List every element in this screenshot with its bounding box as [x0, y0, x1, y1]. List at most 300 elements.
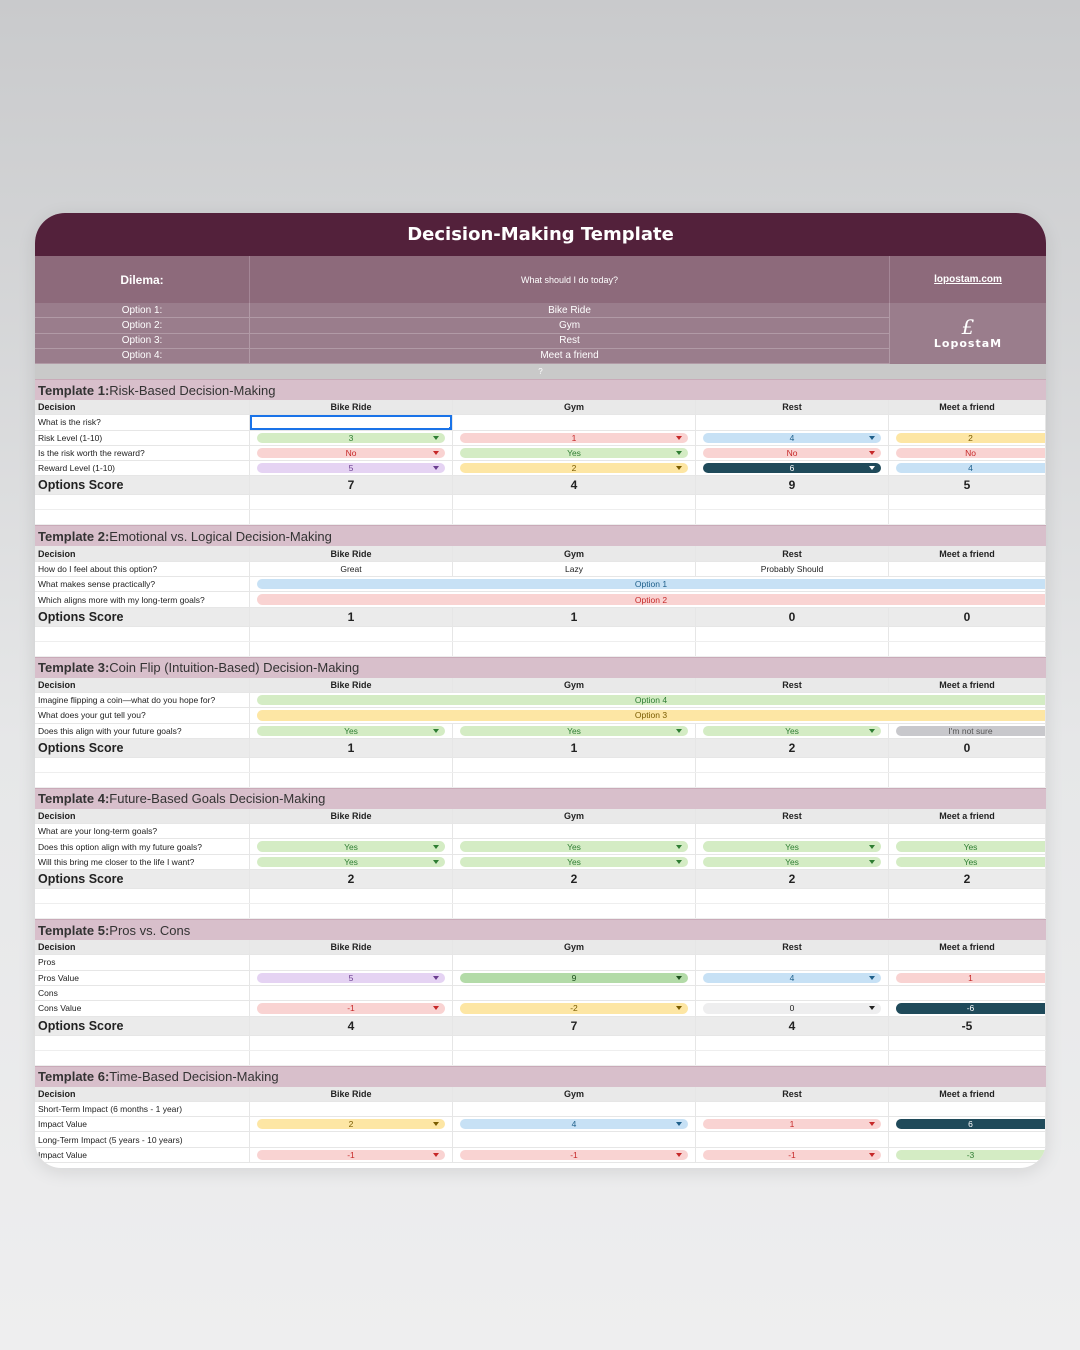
template-2-column-headers: [35, 546, 1046, 561]
row-label: What is the risk?: [35, 415, 250, 429]
blank-cell[interactable]: [35, 773, 250, 787]
blank-cell[interactable]: [250, 495, 453, 509]
chevron-down-icon[interactable]: [676, 1153, 682, 1157]
template-6-title-text: Time-Based Decision-Making: [109, 1069, 279, 1085]
cell-rest[interactable]: [696, 446, 889, 460]
blank-cell[interactable]: [250, 510, 453, 524]
table-row: [35, 562, 1046, 577]
cell-bike-ride[interactable]: [250, 431, 453, 445]
column-header: Gym: [453, 546, 696, 560]
dropdown-chip[interactable]: [257, 448, 445, 458]
score-rest: 9: [696, 476, 889, 494]
option-values: [250, 303, 890, 364]
template-2-options-score: [35, 608, 1046, 627]
blank-cell[interactable]: [696, 642, 889, 656]
website-link[interactable]: lopostam.com: [934, 274, 1002, 285]
chevron-down-icon[interactable]: [869, 1006, 875, 1010]
score-meet-a-friend: 2: [889, 870, 1046, 888]
cell-rest[interactable]: [696, 824, 889, 838]
dropdown-chip[interactable]: [896, 463, 1045, 473]
chevron-down-icon[interactable]: [676, 860, 682, 864]
blank-cell[interactable]: [453, 1036, 696, 1050]
dropdown-chip-value: Yes: [567, 841, 581, 852]
cell-meet-a-friend[interactable]: [889, 562, 1046, 576]
template-2-title-bold: Template 2:: [38, 528, 110, 544]
blank-cell[interactable]: [250, 773, 453, 787]
cell-gym[interactable]: [453, 562, 696, 576]
dropdown-chip[interactable]: [703, 973, 881, 983]
cell-meet-a-friend[interactable]: [889, 1102, 1046, 1116]
cell-bike-ride[interactable]: [250, 415, 453, 429]
cell-rest[interactable]: [696, 955, 889, 969]
cell-meet-a-friend[interactable]: [889, 839, 1046, 853]
dropdown-chip[interactable]: [703, 1150, 881, 1160]
cell-meet-a-friend[interactable]: [889, 1117, 1046, 1131]
separator-strip: ?: [35, 364, 1046, 379]
cell-rest[interactable]: [696, 1148, 889, 1162]
blank-cell[interactable]: [453, 758, 696, 772]
chevron-down-icon[interactable]: [869, 451, 875, 455]
blank-cell[interactable]: [889, 642, 1046, 656]
blank-cell[interactable]: [696, 889, 889, 903]
blank-cell[interactable]: [696, 773, 889, 787]
dropdown-chip[interactable]: [896, 448, 1045, 458]
blank-cell[interactable]: [453, 627, 696, 641]
blank-cell[interactable]: [35, 758, 250, 772]
chevron-down-icon[interactable]: [869, 976, 875, 980]
table-row: [35, 446, 1046, 461]
cell-gym[interactable]: [453, 431, 696, 445]
dropdown-chip[interactable]: [703, 1003, 881, 1013]
cell-bike-ride[interactable]: [250, 986, 453, 1000]
dropdown-chip[interactable]: [896, 841, 1045, 851]
option-labels: [35, 303, 250, 364]
merged-cell[interactable]: [250, 577, 1046, 591]
dropdown-chip[interactable]: [703, 448, 881, 458]
template-1-title: [35, 379, 1046, 400]
chevron-down-icon[interactable]: [869, 729, 875, 733]
blank-row: [35, 642, 1046, 657]
chevron-down-icon[interactable]: [869, 860, 875, 864]
row-label: Risk Level (1-10): [35, 431, 250, 445]
blank-cell[interactable]: [453, 889, 696, 903]
blank-cell[interactable]: [35, 889, 250, 903]
template-3-section: [35, 657, 1046, 788]
cell-meet-a-friend[interactable]: [889, 415, 1046, 429]
blank-cell[interactable]: [250, 889, 453, 903]
dropdown-chip-value: 2: [571, 463, 577, 474]
template-5-title-bold: Template 5:: [38, 922, 110, 938]
blank-cell[interactable]: [453, 642, 696, 656]
cell-meet-a-friend[interactable]: [889, 1001, 1046, 1015]
logo-icon: £: [961, 315, 975, 339]
blank-row: [35, 1051, 1046, 1066]
merged-value-chip[interactable]: [257, 579, 1045, 589]
dropdown-chip[interactable]: [460, 857, 688, 867]
dropdown-chip[interactable]: [257, 1119, 445, 1129]
column-header: Rest: [696, 809, 889, 823]
cell-rest[interactable]: [696, 839, 889, 853]
cell-bike-ride[interactable]: [250, 446, 453, 460]
column-header: Meet a friend: [889, 678, 1046, 692]
score-bike-ride: 1: [250, 739, 453, 757]
dropdown-chip[interactable]: [460, 973, 688, 983]
blank-cell[interactable]: [889, 889, 1046, 903]
cell-bike-ride[interactable]: [250, 724, 453, 738]
row-label: Imagine flipping a coin—what do you hope for?: [35, 693, 250, 707]
option-4-label: Option 4:: [35, 349, 250, 364]
dropdown-chip[interactable]: [257, 973, 445, 983]
chevron-down-icon[interactable]: [433, 976, 439, 980]
cell-gym[interactable]: [453, 839, 696, 853]
merged-value-chip[interactable]: [257, 695, 1045, 705]
cell-gym[interactable]: [453, 855, 696, 869]
blank-cell[interactable]: [250, 904, 453, 918]
column-header: Decision: [35, 940, 250, 954]
dropdown-chip-value: 9: [571, 972, 577, 983]
cell-gym[interactable]: [453, 986, 696, 1000]
dropdown-chip-value: 6: [968, 1119, 973, 1130]
chevron-down-icon[interactable]: [676, 436, 682, 440]
dropdown-chip-value: I'm not sure: [948, 725, 993, 736]
chevron-down-icon[interactable]: [433, 466, 439, 470]
blank-cell[interactable]: [696, 904, 889, 918]
dropdown-chip[interactable]: [257, 857, 445, 867]
cell-rest[interactable]: [696, 562, 889, 576]
cell-meet-a-friend[interactable]: [889, 724, 1046, 738]
dropdown-chip-value: -1: [570, 1149, 578, 1160]
cell-rest[interactable]: [696, 1132, 889, 1146]
chevron-down-icon[interactable]: [433, 845, 439, 849]
cell-rest[interactable]: [696, 971, 889, 985]
cell-meet-a-friend[interactable]: [889, 461, 1046, 475]
template-6-title: [35, 1066, 1046, 1087]
template-2-title: [35, 525, 1046, 546]
chevron-down-icon[interactable]: [433, 1006, 439, 1010]
dropdown-chip[interactable]: [896, 973, 1045, 983]
blank-cell[interactable]: [35, 904, 250, 918]
template-5-options-score: [35, 1017, 1046, 1036]
chevron-down-icon[interactable]: [433, 729, 439, 733]
blank-cell[interactable]: [889, 1036, 1046, 1050]
cell-meet-a-friend[interactable]: [889, 1148, 1046, 1162]
cell-meet-a-friend[interactable]: [889, 855, 1046, 869]
template-4-title-bold: Template 4:: [38, 791, 110, 807]
cell-bike-ride[interactable]: [250, 839, 453, 853]
score-label: Options Score: [35, 739, 250, 757]
merged-value-chip-value: Option 4: [634, 695, 668, 706]
cell-gym[interactable]: [453, 1117, 696, 1131]
blank-cell[interactable]: [35, 627, 250, 641]
dropdown-chip[interactable]: [257, 1003, 445, 1013]
cell-meet-a-friend[interactable]: [889, 986, 1046, 1000]
dropdown-chip-value: Yes: [963, 856, 978, 867]
cell-gym[interactable]: [453, 955, 696, 969]
cell-gym[interactable]: [453, 724, 696, 738]
cell-bike-ride[interactable]: [250, 855, 453, 869]
cell-gym[interactable]: [453, 1001, 696, 1015]
page-title: Decision-Making Template: [35, 213, 1046, 256]
option-3-value[interactable]: Rest: [250, 334, 890, 349]
cell-rest[interactable]: [696, 1102, 889, 1116]
dropdown-chip[interactable]: [460, 841, 688, 851]
template-1-column-headers: [35, 400, 1046, 415]
dropdown-chip[interactable]: [257, 841, 445, 851]
column-header: Rest: [696, 400, 889, 414]
blank-cell[interactable]: [889, 758, 1046, 772]
chevron-down-icon[interactable]: [869, 1122, 875, 1126]
merged-cell[interactable]: [250, 693, 1046, 707]
dropdown-chip[interactable]: [703, 857, 881, 867]
score-rest: 0: [696, 608, 889, 626]
dropdown-chip-value: Yes: [963, 841, 978, 852]
column-header: Decision: [35, 678, 250, 692]
chevron-down-icon[interactable]: [433, 860, 439, 864]
dropdown-chip[interactable]: [257, 433, 445, 443]
dropdown-chip[interactable]: [896, 1003, 1045, 1013]
score-gym: 7: [453, 1017, 696, 1035]
blank-cell[interactable]: [889, 1051, 1046, 1065]
cell-gym[interactable]: [453, 415, 696, 429]
column-header: Decision: [35, 809, 250, 823]
dropdown-chip[interactable]: [896, 1119, 1045, 1129]
blank-cell[interactable]: [250, 627, 453, 641]
spreadsheet-card: [35, 213, 1046, 1168]
cell-bike-ride[interactable]: [250, 1148, 453, 1162]
option-4-value[interactable]: Meet a friend: [250, 349, 890, 364]
blank-cell[interactable]: [250, 1051, 453, 1065]
blank-cell[interactable]: [453, 1051, 696, 1065]
dropdown-chip[interactable]: [896, 1150, 1045, 1160]
blank-cell[interactable]: [889, 495, 1046, 509]
column-header: Meet a friend: [889, 809, 1046, 823]
dropdown-chip[interactable]: [257, 463, 445, 473]
score-label: Options Score: [35, 870, 250, 888]
blank-cell[interactable]: [453, 495, 696, 509]
dilemma-label: Dilema:: [35, 256, 250, 303]
blank-cell[interactable]: [250, 1036, 453, 1050]
dilemma-question[interactable]: What should I do today?: [250, 256, 890, 303]
option-2-value[interactable]: Gym: [250, 318, 890, 333]
table-row: [35, 461, 1046, 476]
merged-value-chip[interactable]: [257, 710, 1045, 720]
score-meet-a-friend: 0: [889, 739, 1046, 757]
blank-cell[interactable]: [250, 758, 453, 772]
dropdown-chip-value: Yes: [344, 725, 358, 736]
blank-cell[interactable]: [35, 510, 250, 524]
dropdown-chip[interactable]: [703, 841, 881, 851]
dropdown-chip[interactable]: [703, 463, 881, 473]
score-rest: 2: [696, 870, 889, 888]
blank-cell[interactable]: [696, 758, 889, 772]
cell-bike-ride[interactable]: [250, 971, 453, 985]
option-2-label: Option 2:: [35, 318, 250, 333]
template-4-title-text: Future-Based Goals Decision-Making: [109, 791, 326, 807]
dropdown-chip[interactable]: [257, 1150, 445, 1160]
cell-gym[interactable]: [453, 824, 696, 838]
column-header: Decision: [35, 1087, 250, 1101]
merged-value-chip[interactable]: [257, 594, 1045, 604]
cell-bike-ride[interactable]: [250, 1001, 453, 1015]
chevron-down-icon[interactable]: [676, 729, 682, 733]
template-1-title-text: Risk-Based Decision-Making: [109, 382, 276, 398]
chevron-down-icon[interactable]: [676, 976, 682, 980]
dropdown-chip-value: -1: [788, 1149, 796, 1160]
dropdown-chip-value: No: [345, 448, 357, 459]
dropdown-chip[interactable]: [703, 1119, 881, 1129]
template-5-column-headers: [35, 940, 1046, 955]
column-header: Bike Ride: [250, 1087, 453, 1101]
score-meet-a-friend: 5: [889, 476, 1046, 494]
chevron-down-icon[interactable]: [869, 436, 875, 440]
dropdown-chip[interactable]: [460, 1150, 688, 1160]
chevron-down-icon[interactable]: [433, 1153, 439, 1157]
blank-cell[interactable]: [250, 642, 453, 656]
cell-rest[interactable]: [696, 1001, 889, 1015]
blank-row: [35, 904, 1046, 919]
table-row: [35, 824, 1046, 839]
dropdown-chip[interactable]: [460, 433, 688, 443]
cell-bike-ride[interactable]: [250, 1102, 453, 1116]
chevron-down-icon[interactable]: [676, 451, 682, 455]
dropdown-chip[interactable]: [460, 726, 688, 736]
column-header: Gym: [453, 400, 696, 414]
blank-row: [35, 773, 1046, 788]
cell-bike-ride[interactable]: [250, 955, 453, 969]
cell-gym[interactable]: [453, 446, 696, 460]
table-row: [35, 1102, 1046, 1117]
blank-row: [35, 495, 1046, 510]
chevron-down-icon[interactable]: [433, 1122, 439, 1126]
table-row: [35, 708, 1046, 723]
chevron-down-icon[interactable]: [676, 466, 682, 470]
cell-gym[interactable]: [453, 1132, 696, 1146]
cell-rest[interactable]: [696, 415, 889, 429]
score-label: Options Score: [35, 1017, 250, 1035]
chevron-down-icon[interactable]: [869, 1153, 875, 1157]
chevron-down-icon[interactable]: [676, 845, 682, 849]
blank-cell[interactable]: [453, 773, 696, 787]
dropdown-chip-value: 1: [789, 1119, 795, 1130]
cell-meet-a-friend[interactable]: [889, 446, 1046, 460]
blank-cell[interactable]: [696, 1036, 889, 1050]
dropdown-chip[interactable]: [896, 726, 1045, 736]
blank-cell[interactable]: [696, 495, 889, 509]
dropdown-chip-value: 4: [789, 432, 795, 443]
cell-meet-a-friend[interactable]: [889, 1132, 1046, 1146]
dropdown-chip-value: 5: [348, 463, 354, 474]
blank-cell[interactable]: [696, 510, 889, 524]
dropdown-chip[interactable]: [896, 433, 1045, 443]
dropdown-chip[interactable]: [703, 726, 881, 736]
table-row: [35, 431, 1046, 446]
blank-cell[interactable]: [453, 904, 696, 918]
cell-bike-ride[interactable]: [250, 824, 453, 838]
dropdown-chip-value: Yes: [567, 448, 581, 459]
chevron-down-icon[interactable]: [676, 1122, 682, 1126]
cell-meet-a-friend[interactable]: [889, 971, 1046, 985]
cell-rest[interactable]: [696, 1117, 889, 1131]
cell-gym[interactable]: [453, 461, 696, 475]
blank-cell[interactable]: [889, 627, 1046, 641]
cell-meet-a-friend[interactable]: [889, 431, 1046, 445]
chevron-down-icon[interactable]: [433, 436, 439, 440]
blank-row: [35, 627, 1046, 642]
cell-gym[interactable]: [453, 971, 696, 985]
blank-cell[interactable]: [453, 510, 696, 524]
row-label: What does your gut tell you?: [35, 708, 250, 722]
blank-cell[interactable]: [889, 904, 1046, 918]
column-header: Meet a friend: [889, 940, 1046, 954]
merged-cell[interactable]: [250, 708, 1046, 722]
cell-rest[interactable]: [696, 855, 889, 869]
cell-meet-a-friend[interactable]: [889, 955, 1046, 969]
blank-row: [35, 510, 1046, 525]
dropdown-chip[interactable]: [703, 433, 881, 443]
cell-bike-ride[interactable]: [250, 1132, 453, 1146]
chevron-down-icon[interactable]: [869, 845, 875, 849]
merged-cell[interactable]: [250, 592, 1046, 606]
cell-meet-a-friend[interactable]: [889, 824, 1046, 838]
score-bike-ride: 1: [250, 608, 453, 626]
column-header: Bike Ride: [250, 809, 453, 823]
cell-rest[interactable]: [696, 986, 889, 1000]
row-label: Cons: [35, 986, 250, 1000]
dropdown-chip[interactable]: [460, 448, 688, 458]
cell-gym[interactable]: [453, 1148, 696, 1162]
dropdown-chip[interactable]: [460, 1003, 688, 1013]
blank-cell[interactable]: [696, 1051, 889, 1065]
dropdown-chip-value: -1: [347, 1149, 355, 1160]
cell-rest[interactable]: [696, 461, 889, 475]
blank-cell[interactable]: [889, 510, 1046, 524]
blank-cell[interactable]: [35, 495, 250, 509]
dropdown-chip-value: Yes: [567, 856, 581, 867]
dropdown-chip[interactable]: [460, 463, 688, 473]
blank-cell[interactable]: [696, 627, 889, 641]
cell-bike-ride[interactable]: [250, 562, 453, 576]
row-label: Cons Value: [35, 1001, 250, 1015]
dropdown-chip[interactable]: [896, 857, 1045, 867]
cell-gym[interactable]: [453, 1102, 696, 1116]
score-meet-a-friend: -5: [889, 1017, 1046, 1035]
blank-cell[interactable]: [35, 1036, 250, 1050]
chevron-down-icon[interactable]: [676, 1006, 682, 1010]
blank-cell[interactable]: [889, 773, 1046, 787]
blank-cell[interactable]: [35, 1051, 250, 1065]
cell-bike-ride[interactable]: [250, 461, 453, 475]
score-gym: 1: [453, 608, 696, 626]
column-header: Meet a friend: [889, 1087, 1046, 1101]
column-header: Rest: [696, 546, 889, 560]
option-1-value[interactable]: Bike Ride: [250, 303, 890, 318]
dropdown-chip-value: -1: [347, 1003, 355, 1014]
chevron-down-icon[interactable]: [433, 451, 439, 455]
cell-rest[interactable]: [696, 724, 889, 738]
cell-bike-ride[interactable]: [250, 1117, 453, 1131]
blank-cell[interactable]: [35, 642, 250, 656]
template-3-column-headers: [35, 678, 1046, 693]
dropdown-chip[interactable]: [257, 726, 445, 736]
dropdown-chip-value: -2: [570, 1003, 578, 1014]
row-label: Is the risk worth the reward?: [35, 446, 250, 460]
template-1-options-score: [35, 476, 1046, 495]
cell-rest[interactable]: [696, 431, 889, 445]
chevron-down-icon[interactable]: [869, 466, 875, 470]
column-header: Rest: [696, 1087, 889, 1101]
template-6-title-bold: Template 6:: [38, 1069, 110, 1085]
dropdown-chip[interactable]: [460, 1119, 688, 1129]
